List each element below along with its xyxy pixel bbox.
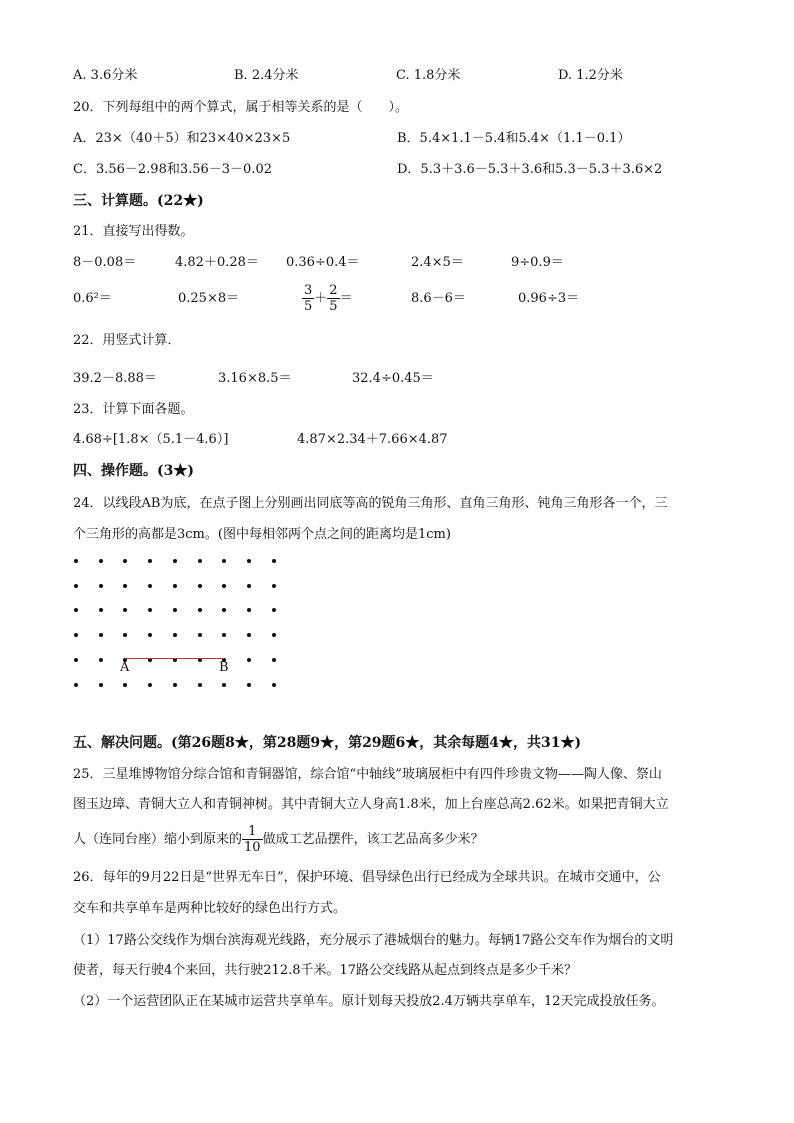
q26-part-2-line-1: （2）一个运营团队正在某城市运营共享单车。原计划每天投放2.4万辆共享单车，12天完成投放任务。 (73, 994, 665, 1009)
fraction-two-fifths: $\frac{2}{5}$ (329, 283, 338, 314)
grid-dot (272, 683, 276, 687)
segment-ab (125, 658, 224, 659)
grid-dot (148, 608, 152, 612)
grid-dot (247, 559, 251, 563)
grid-dot (99, 584, 103, 588)
grid-dot (148, 683, 152, 687)
grid-dot (123, 608, 127, 612)
grid-dot (198, 633, 202, 637)
q25-text-line-1: 25．三星堆博物馆分综合馆和青铜器馆，综合馆“中轴线”玻璃展柜中有四件珍贵文物——陶人像、祭山 (73, 767, 662, 782)
grid-dot (272, 584, 276, 588)
grid-dot (272, 658, 276, 662)
section-3-heading: 三、计算题。(22★) (73, 193, 204, 209)
grid-dot (198, 683, 202, 687)
grid-dot (198, 608, 202, 612)
grid-dot (74, 683, 78, 687)
grid-dot (247, 608, 251, 612)
grid-dot (74, 608, 78, 612)
point-a-label: A (120, 660, 130, 675)
section-4-heading: 四、操作题。(3★) (73, 463, 194, 479)
q20-stem: 20．下列每组中的两个算式，属于相等关系的是（ ）。 (73, 100, 409, 115)
q24-text-line-1: 24．以线段AB为底，在点子图上分别画出同底等高的锐角三角形、直角三角形、钝角三角形各一个，三 (73, 496, 668, 511)
q26-part-1-line-2: 使者，每天行驶4个来回，共行驶212.8千米。17路公交线路从起点到终点是多少千米？ (73, 963, 578, 978)
q26-text-line-1: 26．每年的9月22日是“世界无车日”，保护环境、倡导绿色出行已经成为全球共识。在城市交通中，公 (73, 870, 661, 885)
grid-dot (173, 559, 177, 563)
grid-dot (99, 559, 103, 563)
grid-dot (74, 633, 78, 637)
grid-dot (173, 683, 177, 687)
q22-stem: 22．用竖式计算． (73, 333, 181, 348)
grid-dot (198, 584, 202, 588)
grid-dot (272, 633, 276, 637)
q22-item: 32.4÷0.45＝ (352, 371, 434, 386)
section-5-heading: 五、解决问题。(第26题8★，第28题9★，第29题6★，其余每题4★，共31★) (73, 735, 582, 751)
grid-dot (148, 633, 152, 637)
q23-stem: 23．计算下面各题。 (73, 402, 194, 417)
q22-item: 3.16×8.5＝ (218, 371, 292, 386)
fraction-three-fifths: $\frac{3}{5}$ (304, 283, 313, 314)
fraction-one-tenth: $\frac{1}{10}$ (244, 824, 261, 855)
q21-stem: 21．直接写出得数。 (73, 224, 194, 239)
q20-option-d: D．5.3＋3.6－5.3＋3.6和5.3－5.3＋3.6×2 (397, 162, 663, 177)
grid-dot (247, 683, 251, 687)
grid-dot (222, 633, 226, 637)
q21-item: 4.82＋0.28＝ (175, 255, 259, 270)
q21-item: 0.25×8＝ (178, 291, 240, 306)
q21-fraction-sum: $\frac{3}{5}$ ＋ $\frac{2}{5}$ ＝ (304, 283, 353, 314)
q23-item: 4.87×2.34＋7.66×4.87 (297, 432, 448, 447)
q24-text-line-2: 个三角形的高都是3cm。(图中每相邻两个点之间的距离均是1cm) (73, 527, 451, 542)
q20-option-c: C．3.56－2.98和3.56－3－0.02 (73, 162, 272, 177)
grid-dot (247, 633, 251, 637)
grid-dot (74, 584, 78, 588)
grid-dot (148, 584, 152, 588)
q20-option-a: A．23×（40＋5）和23×40×23×5 (73, 131, 291, 146)
q19-option-c: C. 1.8分米 (396, 68, 461, 83)
grid-dot (173, 633, 177, 637)
q19-option-d: D. 1.2分米 (558, 68, 623, 83)
grid-dot (173, 608, 177, 612)
q19-option-a: A. 3.6分米 (73, 68, 138, 83)
grid-dot (222, 683, 226, 687)
grid-dot (148, 559, 152, 563)
q21-item: 0.6²＝ (73, 291, 112, 306)
q21-item: 0.96÷3＝ (518, 291, 580, 306)
grid-dot (173, 584, 177, 588)
q19-option-b: B. 2.4分米 (234, 68, 299, 83)
grid-dot (123, 633, 127, 637)
q21-item: 2.4×5＝ (411, 255, 464, 270)
grid-dot (272, 559, 276, 563)
q26-part-1-line-1: （1）17路公交线作为烟台滨海观光线路，充分展示了港城烟台的魅力。每辆17路公交车作为烟台的文明 (73, 933, 674, 948)
grid-dot (198, 559, 202, 563)
grid-dot (222, 584, 226, 588)
grid-dot (99, 608, 103, 612)
q26-text-line-2: 交车和共享单车是两种比较好的绿色出行方式。 (73, 901, 347, 916)
grid-dot (247, 658, 251, 662)
q23-item: 4.68÷[1.8×（5.1－4.6）] (73, 432, 229, 447)
grid-dot (123, 584, 127, 588)
grid-dot (272, 608, 276, 612)
grid-dot (99, 683, 103, 687)
grid-dot (99, 658, 103, 662)
grid-dot (123, 559, 127, 563)
q25-text-line-2: 图玉边璋、青铜大立人和青铜神树。其中青铜大立人身高1.8米，加上台座总高2.62米。如果把青铜大立 (73, 797, 669, 812)
grid-dot (123, 683, 127, 687)
grid-dot (99, 633, 103, 637)
q21-item: 8－0.08＝ (73, 255, 137, 270)
grid-dot (222, 608, 226, 612)
grid-dot (222, 559, 226, 563)
q21-item: 0.36÷0.4＝ (286, 255, 360, 270)
q22-item: 39.2－8.88＝ (73, 371, 157, 386)
q25-text-line-3: 人（连同台座）缩小到原来的 $\frac{1}{10}$ 做成工艺品摆件，该工艺品高多少米？ (73, 824, 484, 855)
q20-option-b: B．5.4×1.1－5.4和5.4×（1.1－0.1） (397, 131, 631, 146)
point-b-label: B (219, 660, 229, 675)
q21-item: 8.6－6＝ (411, 291, 466, 306)
grid-dot (74, 658, 78, 662)
grid-dot (247, 584, 251, 588)
q21-item: 9÷0.9＝ (511, 255, 564, 270)
grid-dot (74, 559, 78, 563)
